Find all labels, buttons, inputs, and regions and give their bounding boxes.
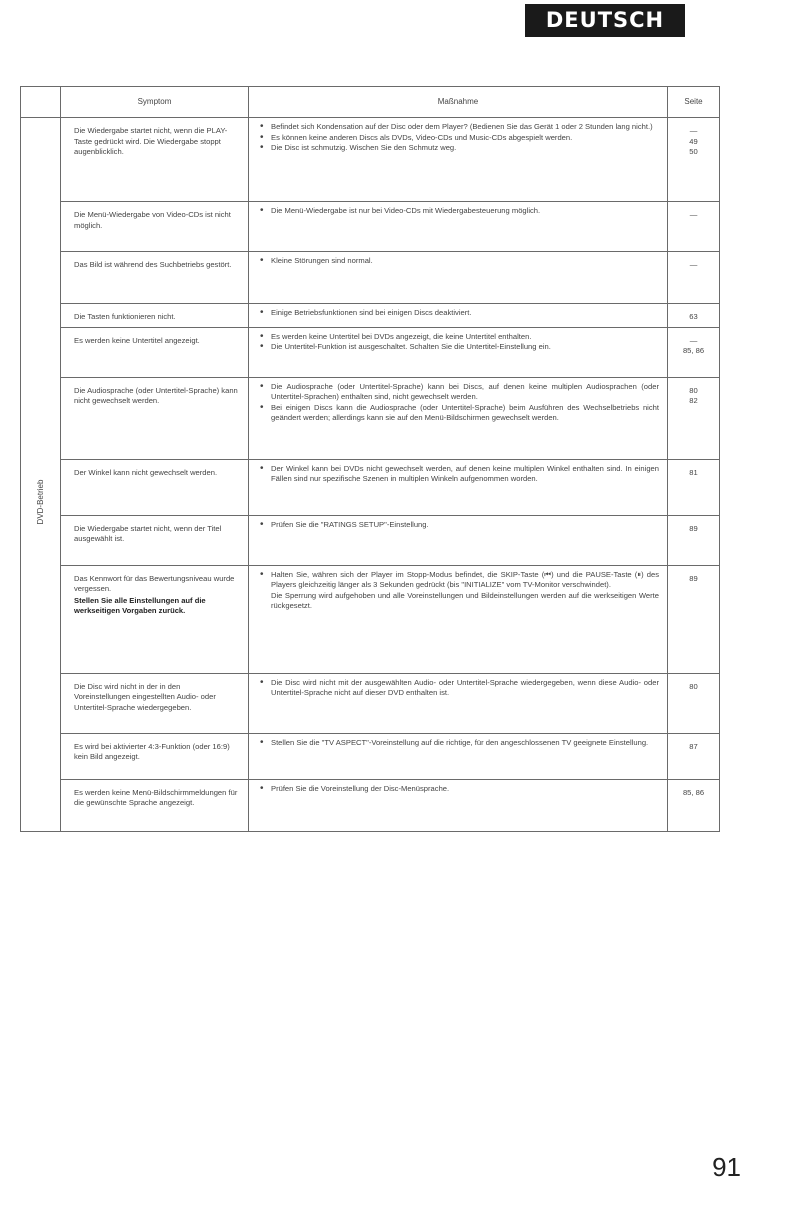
page-number: 91 [712, 1152, 741, 1182]
measure-item: • Die Disc wird nicht mit der ausgewählten Audio- oder Untertitel-Sprache wiedergegeben, wenn diese Audio- oder Untertitel-Sprache nicht auf dieser DVD enthalten ist. [260, 678, 659, 699]
table-row [21, 733, 720, 779]
measure-cell [249, 459, 668, 515]
symptom-cell: Die Wiedergabe startet nicht, wenn der Titel ausgewählt ist. [61, 515, 249, 565]
measure-list [260, 332, 659, 353]
header-symptom: Symptom [61, 87, 249, 118]
measure-item: • Die Menü-Wiedergabe ist nur bei Video-CDs mit Wiedergabesteuerung möglich. [260, 206, 659, 217]
page-cell: 89 [668, 565, 720, 673]
symptom-cell: Es werden keine Menü-Bildschirmmeldungen für die gewünschte Sprache angezeigt. [61, 779, 249, 831]
measure-cell [249, 733, 668, 779]
measure-item: • Stellen Sie die "TV ASPECT"-Voreinstellung auf die richtige, für den angeschlossenen TV geeignete Einstellung. [260, 738, 659, 749]
measure-cell [249, 118, 668, 202]
page-cell: 89 [668, 515, 720, 565]
measure-item: • Kleine Störungen sind normal. [260, 256, 659, 267]
measure-item: • Es können keine anderen Discs als DVDs, Video-CDs und Music-CDs abgespielt werden. [260, 133, 659, 144]
measure-list [260, 256, 659, 267]
table-row [21, 515, 720, 565]
troubleshooting-table [20, 86, 720, 832]
table-row [21, 565, 720, 673]
measure-cell [249, 515, 668, 565]
symptom-cell: Die Audiosprache (oder Untertitel-Sprache) kann nicht gewechselt werden. [61, 377, 249, 459]
table-row [21, 779, 720, 831]
page-cell: — 85, 86 [668, 327, 720, 377]
measure-cell [249, 252, 668, 304]
table-row [21, 252, 720, 304]
measure-list [260, 464, 659, 485]
symptom-cell: Die Tasten funktionieren nicht. [61, 304, 249, 328]
measure-item: • Der Winkel kann bei DVDs nicht gewechselt werden, auf denen keine multiplen Winkel enthalten sind. In einigen Fällen sind nur spezifische Szenen in multiplen Winkeln aufgenommen worden. [260, 464, 659, 485]
measure-cell [249, 327, 668, 377]
measure-cell [249, 565, 668, 673]
table-row [21, 304, 720, 328]
page-cell: 80 82 [668, 377, 720, 459]
table-header-row [21, 87, 720, 118]
table-row [21, 327, 720, 377]
measure-cell [249, 304, 668, 328]
page-cell: 85, 86 [668, 779, 720, 831]
page-cell: 81 [668, 459, 720, 515]
symptom-cell: Das Kennwort für das Bewertungsniveau wurde vergessen. Stellen Sie alle Einstellungen auf die werkseitigen Vorgaben zurück. [61, 565, 249, 673]
measure-item: • Halten Sie, währen sich der Player im Stopp-Modus befindet, die SKIP-Taste (⏮) und die PAUSE-Taste (⏸) des Players gleichzeitig länger als 3 Sekunden gedrückt (bis "INITIALIZE" vom TV-Monitor verschwindet). Die Sperrung wird aufgehoben und alle Voreinstellungen und Bildeinstellungen werden auf die werkseitigen Werte rückgesetzt. [260, 570, 659, 612]
measure-item: • Bei einigen Discs kann die Audiosprache (oder Untertitel-Sprache) beim Ausführen des Wechselbetriebs nicht geändert werden; allerdings kann sie auf den Menü-Bildschirmen gewechselt werden. [260, 403, 659, 424]
symptom-cell: Es werden keine Untertitel angezeigt. [61, 327, 249, 377]
page-cell: 87 [668, 733, 720, 779]
measure-item: • Die Disc ist schmutzig. Wischen Sie den Schmutz weg. [260, 143, 659, 154]
language-badge: DEUTSCH [525, 4, 685, 37]
measure-item: • Prüfen Sie die Voreinstellung der Disc-Menüsprache. [260, 784, 659, 795]
measure-list [260, 520, 659, 531]
page-cell: — 49 50 [668, 118, 720, 202]
measure-list [260, 382, 659, 424]
header-page: Seite [668, 87, 720, 118]
side-label: DVD-Betrieb [35, 479, 45, 525]
measure-item: • Prüfen Sie die "RATINGS SETUP"-Einstellung. [260, 520, 659, 531]
measure-item: • Es werden keine Untertitel bei DVDs angezeigt, die keine Untertitel enthalten. [260, 332, 659, 343]
measure-item: • Die Audiosprache (oder Untertitel-Sprache) kann bei Discs, auf denen keine multiplen Audiosprachen (oder Untertitel-Sprachen) enthalten sind, nicht gewechselt werden. [260, 382, 659, 403]
measure-list [260, 206, 659, 217]
measure-list [260, 678, 659, 699]
symptom-cell: Das Bild ist während des Suchbetriebs gestört. [61, 252, 249, 304]
page-cell: 80 [668, 673, 720, 733]
measure-cell [249, 779, 668, 831]
symptom-cell: Es wird bei aktivierter 4:3-Funktion (oder 16:9) kein Bild angezeigt. [61, 733, 249, 779]
header-measure: Maßnahme [249, 87, 668, 118]
side-column [21, 118, 61, 832]
table-row [21, 673, 720, 733]
measure-item: • Einige Betriebsfunktionen sind bei einigen Discs deaktiviert. [260, 308, 659, 319]
measure-item: • Befindet sich Kondensation auf der Disc oder dem Player? (Bedienen Sie das Gerät 1 oder 2 Stunden lang nicht.) [260, 122, 659, 133]
measure-list [260, 308, 659, 319]
page-cell: 63 [668, 304, 720, 328]
measure-list [260, 570, 659, 612]
measure-item: • Die Untertitel-Funktion ist ausgeschaltet. Schalten Sie die Untertitel-Einstellung ein. [260, 342, 659, 353]
symptom-cell: Die Menü-Wiedergabe von Video-CDs ist nicht möglich. [61, 202, 249, 252]
measure-list [260, 122, 659, 154]
symptom-cell: Die Disc wird nicht in der in den Voreinstellungen eingestellten Audio- oder Untertitel-Sprache wiedergegeben. [61, 673, 249, 733]
table-row [21, 202, 720, 252]
reset-instruction: Stellen Sie alle Einstellungen auf die werkseitigen Vorgaben zurück. [74, 595, 206, 615]
measure-cell [249, 377, 668, 459]
measure-note: Die Sperrung wird aufgehoben und alle Voreinstellungen und Bildeinstellungen werden auf die werkseitigen Werte rückgesetzt. [271, 590, 659, 610]
page-cell: — [668, 252, 720, 304]
table-row [21, 459, 720, 515]
table-row [21, 118, 720, 202]
symptom-cell: Die Wiedergabe startet nicht, wenn die PLAY-Taste gedrückt wird. Die Wiedergabe stoppt augenblicklich. [61, 118, 249, 202]
measure-cell [249, 673, 668, 733]
measure-list [260, 738, 659, 749]
table-body [21, 118, 720, 832]
table-row [21, 377, 720, 459]
measure-cell [249, 202, 668, 252]
page-cell: — [668, 202, 720, 252]
header-blank [21, 87, 61, 118]
symptom-cell: Der Winkel kann nicht gewechselt werden. [61, 459, 249, 515]
measure-list [260, 784, 659, 795]
